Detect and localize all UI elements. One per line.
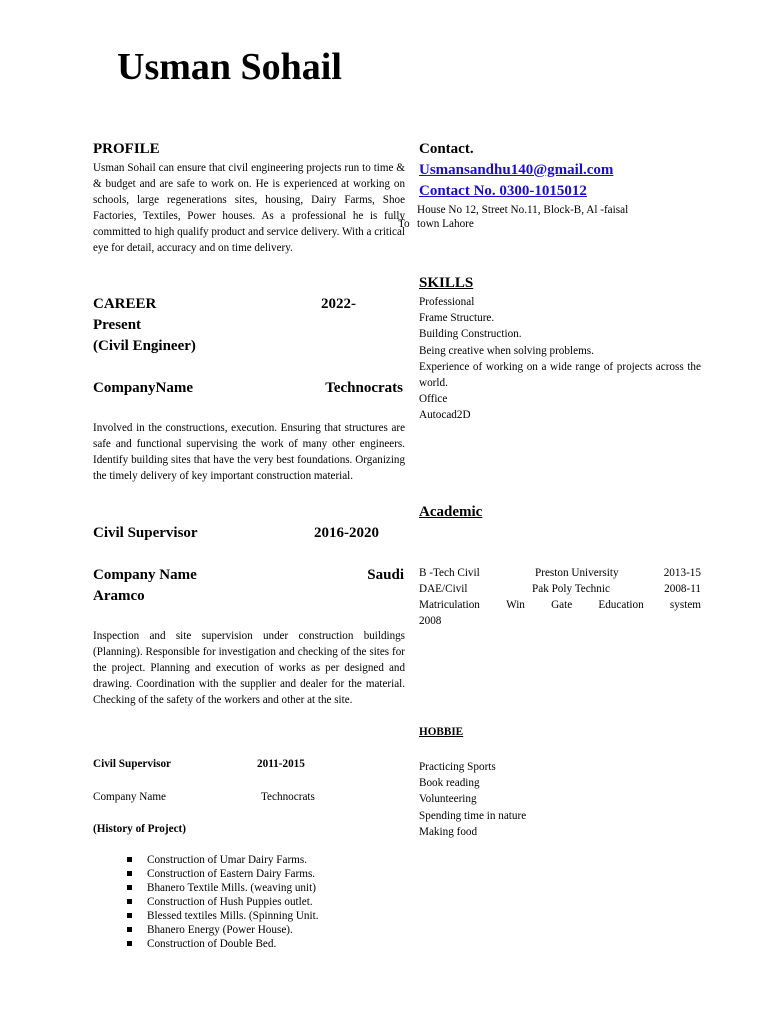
job3-company-label: Company Name bbox=[93, 791, 167, 803]
hobbies-list bbox=[419, 759, 526, 840]
hobby-item: Book reading bbox=[419, 777, 480, 790]
hobby-item: Making food bbox=[419, 825, 478, 838]
academic-matric-year: 2008 bbox=[419, 615, 442, 627]
project-item: Bhanero Textile Mills. (weaving unit) bbox=[127, 881, 316, 895]
address-line-2: town Lahore bbox=[417, 218, 474, 230]
address-line-1: House No 12, Street No.11, Block-B, Al -faisal bbox=[417, 204, 629, 216]
skill-item: Professional bbox=[419, 296, 475, 308]
job3-company-value: Technocrats bbox=[261, 791, 315, 803]
job2-years: 2016-2020 bbox=[314, 525, 379, 541]
project-item: Construction of Eastern Dairy Farms. bbox=[127, 867, 315, 881]
profile-text: Usman Sohail can ensure that civil engineering projects run to time & & budget and are safe to work on. He is experienced at working on schools, large regenerations sites, housing, Dairy Farms, Shoe Factories, Textiles, Power houses. As a professional he is fully committed to high qualify product and service delivery. With a critical eye for detail, accuracy and on time delivery. bbox=[93, 162, 405, 255]
bullet-icon bbox=[127, 941, 132, 946]
career-company-label: CompanyName bbox=[93, 380, 193, 396]
career-present: Present bbox=[93, 317, 142, 333]
project-item: Bhanero Energy (Power House). bbox=[127, 923, 293, 937]
academic-table bbox=[419, 565, 701, 629]
career-company-row bbox=[93, 378, 403, 399]
bullet-icon bbox=[127, 913, 132, 918]
job3-title: Civil Supervisor bbox=[93, 758, 172, 770]
bullet-icon bbox=[127, 927, 132, 932]
history-heading: (History of Project) bbox=[93, 823, 186, 835]
job2-title-row bbox=[93, 523, 379, 544]
career-heading: CAREER bbox=[93, 296, 157, 312]
skill-item: Frame Structure. bbox=[419, 312, 495, 325]
profile-heading: PROFILE bbox=[93, 141, 160, 157]
bullet-icon bbox=[127, 899, 132, 904]
career-company-value: Technocrats bbox=[325, 380, 403, 396]
skill-item: Autocad2D bbox=[419, 409, 471, 422]
job2-company bbox=[93, 565, 404, 607]
job2-company-label: Company Name bbox=[93, 567, 197, 583]
hobbies-heading: HOBBIE bbox=[419, 726, 464, 738]
skills-list bbox=[419, 294, 701, 424]
academic-row: B -Tech Civil Preston University 2013-15 bbox=[419, 567, 701, 579]
project-item: Construction of Umar Dairy Farms. bbox=[127, 853, 307, 867]
job2-title: Civil Supervisor bbox=[93, 525, 198, 541]
hobby-item: Practicing Sports bbox=[419, 761, 496, 773]
address-prefix: To bbox=[398, 218, 410, 230]
academic-row-matric: Matriculation Win Gate Education system bbox=[419, 599, 701, 611]
job3-years: 2011-2015 bbox=[257, 758, 305, 770]
skill-item: Office bbox=[419, 393, 448, 406]
hobby-item: Spending time in nature bbox=[419, 809, 527, 822]
project-item: Blessed textiles Mills. (Spinning Unit. bbox=[127, 909, 319, 923]
skill-item: Being creative when solving problems. bbox=[419, 344, 594, 357]
bullet-icon bbox=[127, 857, 132, 862]
project-item: Construction of Double Bed. bbox=[127, 937, 276, 951]
job2-company-value-cont: Aramco bbox=[93, 588, 145, 604]
project-item: Construction of Hush Puppies outlet. bbox=[127, 895, 313, 909]
job2-description: Inspection and site supervision under construction buildings (Planning). Responsible for investigation and checking of the sites for the project. Planning and execution of works as per designed and drawing. Coordination with the supplier and dealer for the material. Checking of the safety of the workers and other at the site. bbox=[93, 630, 405, 707]
bullet-icon bbox=[127, 885, 132, 890]
career-description: Involved in the constructions, execution. Ensuring that structures are safe and functional supervising the work of many other engineers. Identify building sites that have the very best foundations. Organizing the timely delivery of key important construction material. bbox=[93, 422, 405, 483]
academic-heading: Academic bbox=[419, 504, 483, 520]
career-header bbox=[93, 294, 356, 357]
phone-link[interactable]: Contact No. 0300-1015012 bbox=[419, 183, 587, 199]
skill-item: Building Construction. bbox=[419, 328, 522, 341]
job2-company-value: Saudi bbox=[367, 567, 404, 583]
hobby-item: Volunteering bbox=[419, 793, 477, 806]
contact-heading: Contact. bbox=[419, 141, 474, 157]
bullet-icon bbox=[127, 871, 132, 876]
skills-heading: SKILLS bbox=[419, 275, 474, 291]
career-role: (Civil Engineer) bbox=[93, 338, 196, 354]
career-years: 2022- bbox=[321, 296, 356, 312]
email-link[interactable]: Usmansandhu140@gmail.com bbox=[419, 162, 614, 178]
skill-item: Experience of working on a wide range of projects across the world. bbox=[419, 360, 701, 390]
candidate-name: Usman Sohail bbox=[117, 46, 342, 88]
academic-row: DAE/Civil Pak Poly Technic 2008-11 bbox=[419, 583, 701, 595]
